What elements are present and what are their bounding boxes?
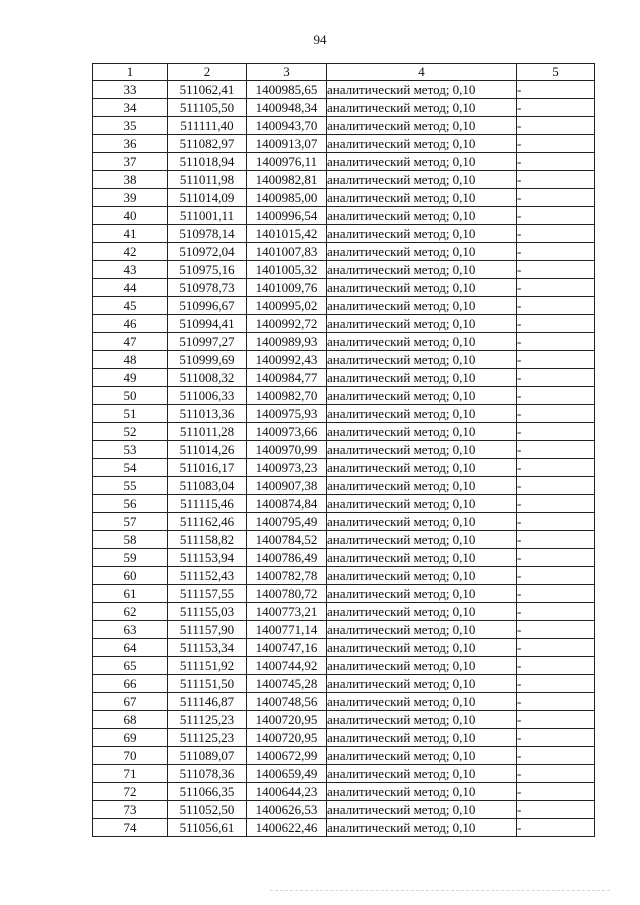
method-cell: аналитический метод; 0,10: [327, 693, 517, 711]
method-cell: аналитический метод; 0,10: [327, 675, 517, 693]
y-coordinate-cell: 1400773,21: [247, 603, 327, 621]
y-coordinate-cell: 1400984,77: [247, 369, 327, 387]
method-cell: аналитический метод; 0,10: [327, 657, 517, 675]
y-coordinate-cell: 1400626,53: [247, 801, 327, 819]
table-row: [93, 171, 595, 189]
y-coordinate-cell: 1400795,49: [247, 513, 327, 531]
point-number-cell: 36: [93, 135, 168, 153]
table-row: [93, 657, 595, 675]
note-cell: -: [517, 351, 595, 369]
x-coordinate-cell: 511125,23: [168, 711, 247, 729]
table-body: [93, 81, 595, 837]
y-coordinate-cell: 1401005,32: [247, 261, 327, 279]
note-cell: -: [517, 117, 595, 135]
method-cell: аналитический метод; 0,10: [327, 603, 517, 621]
x-coordinate-cell: 511157,55: [168, 585, 247, 603]
point-number-cell: 52: [93, 423, 168, 441]
point-number-cell: 44: [93, 279, 168, 297]
x-coordinate-cell: 511018,94: [168, 153, 247, 171]
column-header-2: 2: [168, 64, 247, 81]
method-cell: аналитический метод; 0,10: [327, 315, 517, 333]
note-cell: -: [517, 171, 595, 189]
method-cell: аналитический метод; 0,10: [327, 513, 517, 531]
point-number-cell: 33: [93, 81, 168, 99]
note-cell: -: [517, 675, 595, 693]
point-number-cell: 35: [93, 117, 168, 135]
point-number-cell: 66: [93, 675, 168, 693]
x-coordinate-cell: 511158,82: [168, 531, 247, 549]
y-coordinate-cell: 1400985,00: [247, 189, 327, 207]
table-row: [93, 585, 595, 603]
method-cell: аналитический метод; 0,10: [327, 171, 517, 189]
note-cell: -: [517, 711, 595, 729]
table-row: [93, 423, 595, 441]
point-number-cell: 55: [93, 477, 168, 495]
table-row: [93, 729, 595, 747]
x-coordinate-cell: 510972,04: [168, 243, 247, 261]
y-coordinate-cell: 1400996,54: [247, 207, 327, 225]
y-coordinate-cell: 1400913,07: [247, 135, 327, 153]
column-header-5: 5: [517, 64, 595, 81]
method-cell: аналитический метод; 0,10: [327, 585, 517, 603]
note-cell: -: [517, 531, 595, 549]
y-coordinate-cell: 1400720,95: [247, 729, 327, 747]
note-cell: -: [517, 819, 595, 837]
x-coordinate-cell: 511078,36: [168, 765, 247, 783]
x-coordinate-cell: 511153,94: [168, 549, 247, 567]
x-coordinate-cell: 511152,43: [168, 567, 247, 585]
point-number-cell: 61: [93, 585, 168, 603]
y-coordinate-cell: 1400747,16: [247, 639, 327, 657]
point-number-cell: 57: [93, 513, 168, 531]
y-coordinate-cell: 1400970,99: [247, 441, 327, 459]
y-coordinate-cell: 1400748,56: [247, 693, 327, 711]
y-coordinate-cell: 1400782,78: [247, 567, 327, 585]
table-row: [93, 369, 595, 387]
x-coordinate-cell: 511157,90: [168, 621, 247, 639]
point-number-cell: 38: [93, 171, 168, 189]
x-coordinate-cell: 511014,09: [168, 189, 247, 207]
x-coordinate-cell: 511016,17: [168, 459, 247, 477]
x-coordinate-cell: 511115,46: [168, 495, 247, 513]
x-coordinate-cell: 511083,04: [168, 477, 247, 495]
x-coordinate-cell: 511006,33: [168, 387, 247, 405]
y-coordinate-cell: 1400745,28: [247, 675, 327, 693]
note-cell: -: [517, 693, 595, 711]
note-cell: -: [517, 441, 595, 459]
x-coordinate-cell: 511014,26: [168, 441, 247, 459]
point-number-cell: 58: [93, 531, 168, 549]
x-coordinate-cell: 511146,87: [168, 693, 247, 711]
y-coordinate-cell: 1400975,93: [247, 405, 327, 423]
x-coordinate-cell: 511001,11: [168, 207, 247, 225]
table-row: [93, 297, 595, 315]
point-number-cell: 69: [93, 729, 168, 747]
table-row: [93, 567, 595, 585]
y-coordinate-cell: 1400874,84: [247, 495, 327, 513]
y-coordinate-cell: 1400786,49: [247, 549, 327, 567]
method-cell: аналитический метод; 0,10: [327, 765, 517, 783]
y-coordinate-cell: 1401015,42: [247, 225, 327, 243]
table-row: [93, 819, 595, 837]
note-cell: -: [517, 99, 595, 117]
method-cell: аналитический метод; 0,10: [327, 369, 517, 387]
x-coordinate-cell: 510994,41: [168, 315, 247, 333]
note-cell: -: [517, 603, 595, 621]
x-coordinate-cell: 511011,98: [168, 171, 247, 189]
y-coordinate-cell: 1400948,34: [247, 99, 327, 117]
table-row: [93, 801, 595, 819]
table-row: [93, 459, 595, 477]
point-number-cell: 64: [93, 639, 168, 657]
note-cell: -: [517, 369, 595, 387]
y-coordinate-cell: 1400780,72: [247, 585, 327, 603]
y-coordinate-cell: 1400720,95: [247, 711, 327, 729]
y-coordinate-cell: 1400973,66: [247, 423, 327, 441]
x-coordinate-cell: 511125,23: [168, 729, 247, 747]
y-coordinate-cell: 1400644,23: [247, 783, 327, 801]
y-coordinate-cell: 1400995,02: [247, 297, 327, 315]
y-coordinate-cell: 1400992,72: [247, 315, 327, 333]
x-coordinate-cell: 511162,46: [168, 513, 247, 531]
x-coordinate-cell: 511089,07: [168, 747, 247, 765]
table-row: [93, 279, 595, 297]
point-number-cell: 74: [93, 819, 168, 837]
point-number-cell: 71: [93, 765, 168, 783]
note-cell: -: [517, 477, 595, 495]
point-number-cell: 62: [93, 603, 168, 621]
table-row: [93, 315, 595, 333]
method-cell: аналитический метод; 0,10: [327, 729, 517, 747]
note-cell: -: [517, 783, 595, 801]
x-coordinate-cell: 511155,03: [168, 603, 247, 621]
table-row: [93, 225, 595, 243]
point-number-cell: 53: [93, 441, 168, 459]
table-row: [93, 243, 595, 261]
method-cell: аналитический метод; 0,10: [327, 135, 517, 153]
method-cell: аналитический метод; 0,10: [327, 711, 517, 729]
table-row: [93, 99, 595, 117]
x-coordinate-cell: 510975,16: [168, 261, 247, 279]
method-cell: аналитический метод; 0,10: [327, 81, 517, 99]
point-number-cell: 46: [93, 315, 168, 333]
method-cell: аналитический метод; 0,10: [327, 531, 517, 549]
y-coordinate-cell: 1401007,83: [247, 243, 327, 261]
method-cell: аналитический метод; 0,10: [327, 639, 517, 657]
table-row: [93, 261, 595, 279]
point-number-cell: 72: [93, 783, 168, 801]
y-coordinate-cell: 1400973,23: [247, 459, 327, 477]
point-number-cell: 63: [93, 621, 168, 639]
point-number-cell: 47: [93, 333, 168, 351]
column-header-3: 3: [247, 64, 327, 81]
header-row: [93, 64, 595, 81]
note-cell: -: [517, 513, 595, 531]
point-number-cell: 65: [93, 657, 168, 675]
y-coordinate-cell: 1400659,49: [247, 765, 327, 783]
method-cell: аналитический метод; 0,10: [327, 567, 517, 585]
note-cell: -: [517, 297, 595, 315]
x-coordinate-cell: 510996,67: [168, 297, 247, 315]
x-coordinate-cell: 511013,36: [168, 405, 247, 423]
scan-artifact: [270, 890, 610, 895]
y-coordinate-cell: 1400982,81: [247, 171, 327, 189]
table-row: [93, 765, 595, 783]
y-coordinate-cell: 1400989,93: [247, 333, 327, 351]
y-coordinate-cell: 1400622,46: [247, 819, 327, 837]
x-coordinate-cell: 511151,92: [168, 657, 247, 675]
x-coordinate-cell: 511082,97: [168, 135, 247, 153]
note-cell: -: [517, 405, 595, 423]
table-row: [93, 693, 595, 711]
table-row: [93, 333, 595, 351]
y-coordinate-cell: 1400672,99: [247, 747, 327, 765]
method-cell: аналитический метод; 0,10: [327, 333, 517, 351]
note-cell: -: [517, 333, 595, 351]
x-coordinate-cell: 511151,50: [168, 675, 247, 693]
table-row: [93, 207, 595, 225]
note-cell: -: [517, 747, 595, 765]
point-number-cell: 73: [93, 801, 168, 819]
table-row: [93, 153, 595, 171]
method-cell: аналитический метод; 0,10: [327, 279, 517, 297]
x-coordinate-cell: 510997,27: [168, 333, 247, 351]
note-cell: -: [517, 765, 595, 783]
column-header-1: 1: [93, 64, 168, 81]
x-coordinate-cell: 511066,35: [168, 783, 247, 801]
note-cell: -: [517, 243, 595, 261]
point-number-cell: 48: [93, 351, 168, 369]
y-coordinate-cell: 1400744,92: [247, 657, 327, 675]
note-cell: -: [517, 387, 595, 405]
point-number-cell: 67: [93, 693, 168, 711]
method-cell: аналитический метод; 0,10: [327, 783, 517, 801]
x-coordinate-cell: 511105,50: [168, 99, 247, 117]
x-coordinate-cell: 511052,50: [168, 801, 247, 819]
point-number-cell: 49: [93, 369, 168, 387]
note-cell: -: [517, 495, 595, 513]
column-header-4: 4: [327, 64, 517, 81]
method-cell: аналитический метод; 0,10: [327, 747, 517, 765]
table-header: [93, 64, 595, 81]
method-cell: аналитический метод; 0,10: [327, 297, 517, 315]
page-number: 94: [313, 32, 327, 47]
note-cell: -: [517, 315, 595, 333]
x-coordinate-cell: 511062,41: [168, 81, 247, 99]
method-cell: аналитический метод; 0,10: [327, 117, 517, 135]
y-coordinate-cell: 1400985,65: [247, 81, 327, 99]
note-cell: -: [517, 729, 595, 747]
table-row: [93, 603, 595, 621]
x-coordinate-cell: 511011,28: [168, 423, 247, 441]
point-number-cell: 56: [93, 495, 168, 513]
method-cell: аналитический метод; 0,10: [327, 801, 517, 819]
x-coordinate-cell: 510978,14: [168, 225, 247, 243]
method-cell: аналитический метод; 0,10: [327, 225, 517, 243]
point-number-cell: 70: [93, 747, 168, 765]
table-row: [93, 531, 595, 549]
method-cell: аналитический метод; 0,10: [327, 99, 517, 117]
method-cell: аналитический метод; 0,10: [327, 153, 517, 171]
method-cell: аналитический метод; 0,10: [327, 189, 517, 207]
method-cell: аналитический метод; 0,10: [327, 351, 517, 369]
method-cell: аналитический метод; 0,10: [327, 261, 517, 279]
table-row: [93, 621, 595, 639]
table-row: [93, 135, 595, 153]
table-row: [93, 783, 595, 801]
point-number-cell: 59: [93, 549, 168, 567]
point-number-cell: 41: [93, 225, 168, 243]
note-cell: -: [517, 621, 595, 639]
table-row: [93, 639, 595, 657]
note-cell: -: [517, 153, 595, 171]
note-cell: -: [517, 135, 595, 153]
method-cell: аналитический метод; 0,10: [327, 459, 517, 477]
x-coordinate-cell: 510978,73: [168, 279, 247, 297]
method-cell: аналитический метод; 0,10: [327, 423, 517, 441]
point-number-cell: 51: [93, 405, 168, 423]
note-cell: -: [517, 459, 595, 477]
note-cell: -: [517, 639, 595, 657]
y-coordinate-cell: 1400771,14: [247, 621, 327, 639]
note-cell: -: [517, 81, 595, 99]
note-cell: -: [517, 189, 595, 207]
table-row: [93, 189, 595, 207]
method-cell: аналитический метод; 0,10: [327, 207, 517, 225]
point-number-cell: 42: [93, 243, 168, 261]
point-number-cell: 34: [93, 99, 168, 117]
y-coordinate-cell: 1400907,38: [247, 477, 327, 495]
note-cell: -: [517, 567, 595, 585]
note-cell: -: [517, 225, 595, 243]
point-number-cell: 60: [93, 567, 168, 585]
coordinates-table: [92, 63, 595, 837]
table-row: [93, 495, 595, 513]
y-coordinate-cell: 1400784,52: [247, 531, 327, 549]
table-row: [93, 549, 595, 567]
method-cell: аналитический метод; 0,10: [327, 405, 517, 423]
table-row: [93, 81, 595, 99]
point-number-cell: 54: [93, 459, 168, 477]
method-cell: аналитический метод; 0,10: [327, 387, 517, 405]
x-coordinate-cell: 511008,32: [168, 369, 247, 387]
note-cell: -: [517, 279, 595, 297]
table-row: [93, 117, 595, 135]
table-row: [93, 387, 595, 405]
table-row: [93, 441, 595, 459]
table-row: [93, 747, 595, 765]
table-row: [93, 513, 595, 531]
method-cell: аналитический метод; 0,10: [327, 549, 517, 567]
method-cell: аналитический метод; 0,10: [327, 621, 517, 639]
method-cell: аналитический метод; 0,10: [327, 441, 517, 459]
x-coordinate-cell: 510999,69: [168, 351, 247, 369]
x-coordinate-cell: 511153,34: [168, 639, 247, 657]
point-number-cell: 68: [93, 711, 168, 729]
note-cell: -: [517, 585, 595, 603]
note-cell: -: [517, 801, 595, 819]
table-row: [93, 405, 595, 423]
point-number-cell: 45: [93, 297, 168, 315]
x-coordinate-cell: 511111,40: [168, 117, 247, 135]
table-row: [93, 675, 595, 693]
y-coordinate-cell: 1400943,70: [247, 117, 327, 135]
note-cell: -: [517, 423, 595, 441]
point-number-cell: 43: [93, 261, 168, 279]
point-number-cell: 40: [93, 207, 168, 225]
y-coordinate-cell: 1401009,76: [247, 279, 327, 297]
method-cell: аналитический метод; 0,10: [327, 495, 517, 513]
y-coordinate-cell: 1400992,43: [247, 351, 327, 369]
y-coordinate-cell: 1400982,70: [247, 387, 327, 405]
point-number-cell: 39: [93, 189, 168, 207]
method-cell: аналитический метод; 0,10: [327, 243, 517, 261]
table-row: [93, 351, 595, 369]
note-cell: -: [517, 549, 595, 567]
method-cell: аналитический метод; 0,10: [327, 819, 517, 837]
table-row: [93, 711, 595, 729]
point-number-cell: 37: [93, 153, 168, 171]
method-cell: аналитический метод; 0,10: [327, 477, 517, 495]
table-row: [93, 477, 595, 495]
note-cell: -: [517, 207, 595, 225]
note-cell: -: [517, 261, 595, 279]
note-cell: -: [517, 657, 595, 675]
x-coordinate-cell: 511056,61: [168, 819, 247, 837]
point-number-cell: 50: [93, 387, 168, 405]
y-coordinate-cell: 1400976,11: [247, 153, 327, 171]
